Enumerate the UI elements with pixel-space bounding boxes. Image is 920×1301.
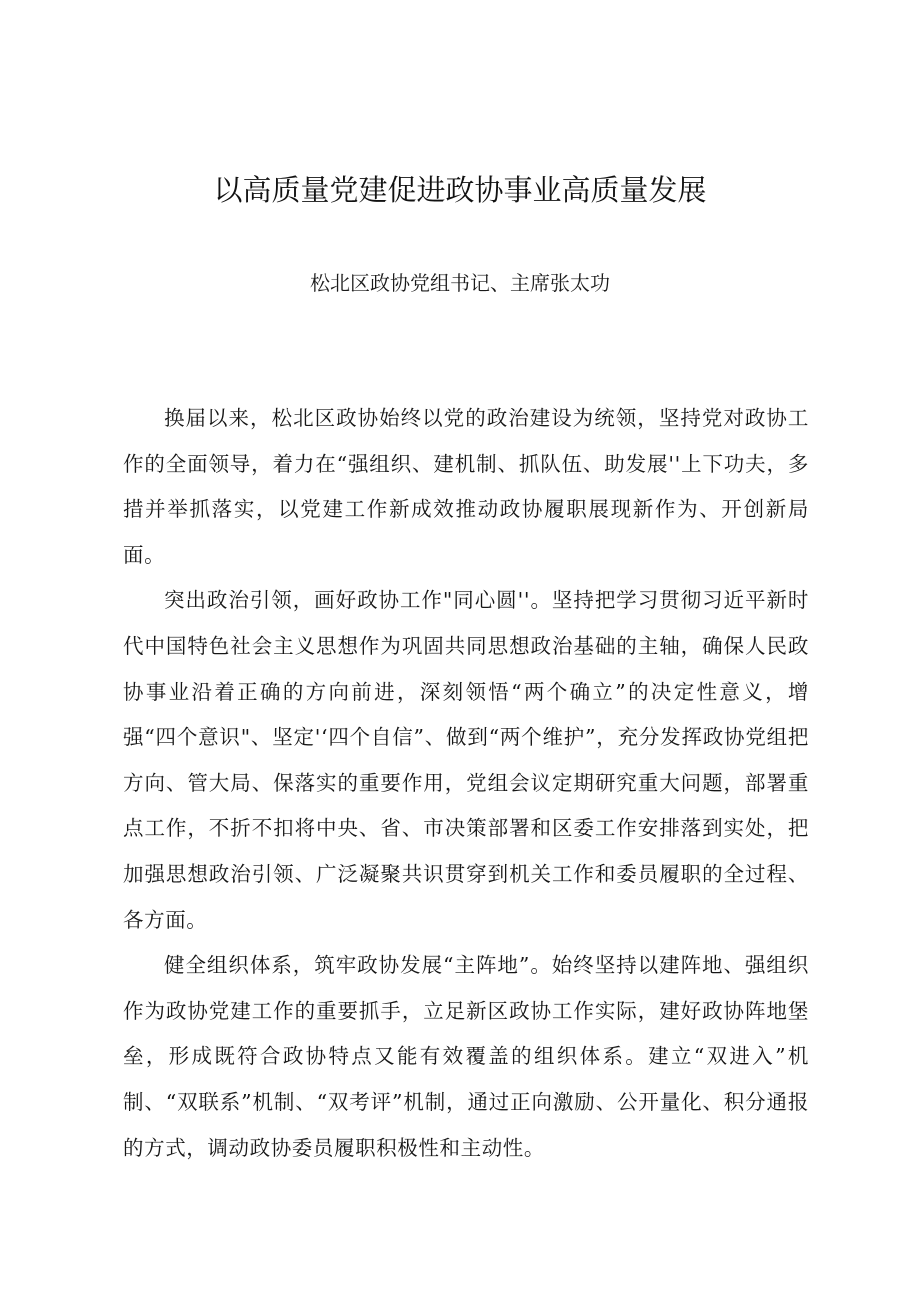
author-byline: 松北区政协党组书记、主席张太功: [310, 271, 610, 295]
document-title: 以高质量党建促进政协事业高质量发展: [213, 173, 707, 207]
paragraph-organization-system: 健全组织体系，筑牢政协发展“主阵地”。始终坚持以建阵地、强组织作为政协党建工作的重要抓手，立足新区政协工作实际，建好政协阵地堡垒，形成既符合政协特点又能有效覆盖的组织体系。建立“双进入”机制、“双联系”机制、“双考评”机制，通过正向激励、公开量化、积分通报的方式，调动政协委员履职积极性和主动性。: [123, 953, 809, 1160]
paragraph-intro: 换届以来，松北区政协始终以党的政治建设为统领，坚持党对政协工作的全面领导，着力在“强组织、建机制、抓队伍、助发展''上下功夫，多措并举抓落实，以党建工作新成效推动政协履职展现新作为、开创新局面。: [123, 406, 809, 567]
document-body: [123, 396, 809, 1171]
paragraph-political-guidance: 突出政治引领，画好政协工作"同心圆''。坚持把学习贯彻习近平新时代中国特色社会主义思想作为巩固共同思想政治基础的主轴，确保人民政协事业沿着正确的方向前进，深刻领悟“两个确立”的决定性意义，增强“四个意识"、坚定'‘四个自信”、做到“两个维护”，充分发挥政协党组把方向、管大局、保落实的重要作用，党组会议定期研究重大问题，部署重点工作，不折不扣将中央、省、市决策部署和区委工作安排落到实处，把加强思想政治引领、广泛凝聚共识贯穿到机关工作和委员履职的全过程、各方面。: [123, 588, 809, 932]
